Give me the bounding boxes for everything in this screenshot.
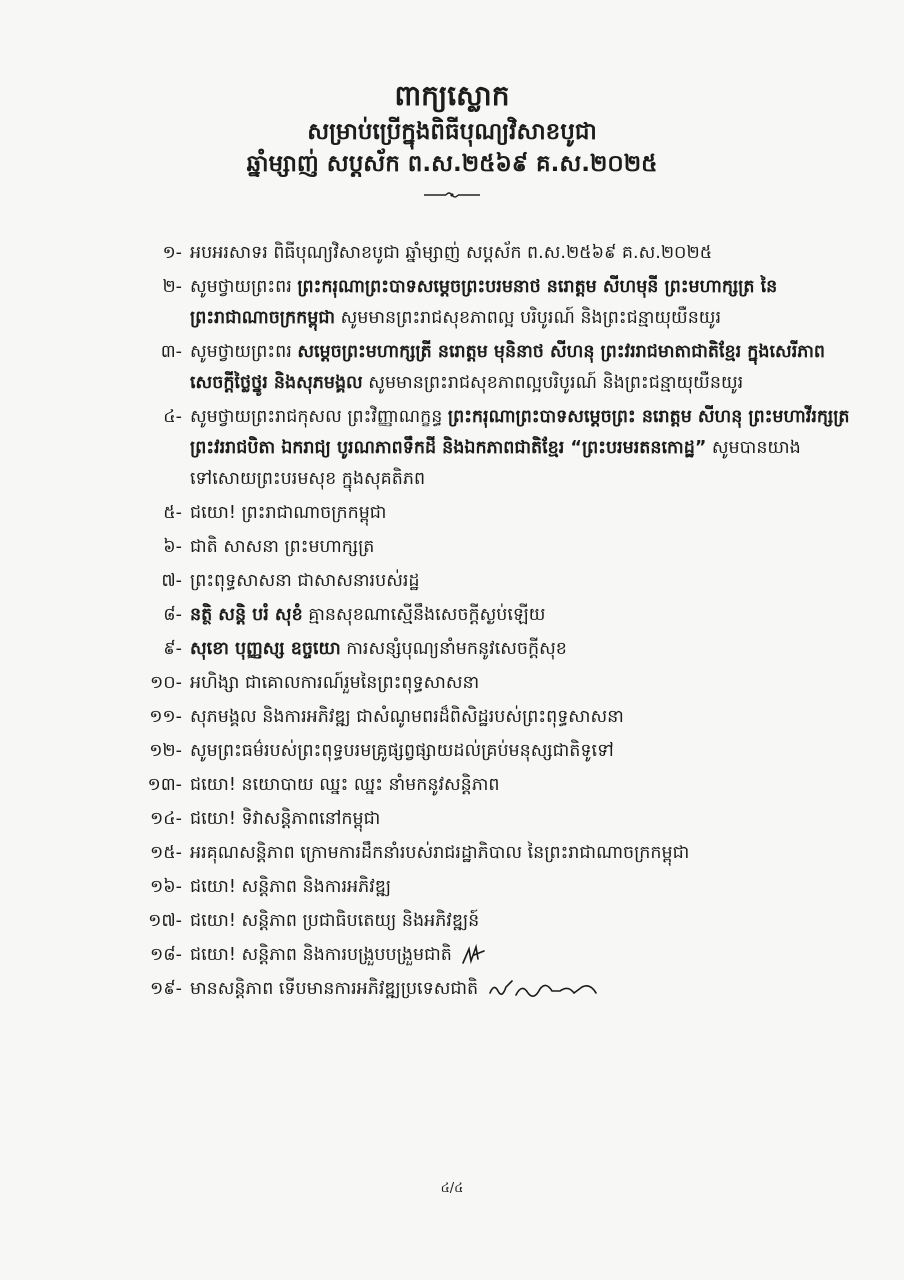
slogan-number: ១៣- [147, 775, 182, 795]
slogan-item [140, 736, 860, 767]
slogan-text [190, 498, 860, 529]
slogan-text-part: ការសន្សំបុណ្យនាំមកនូវសេចក្តីសុខ [340, 639, 567, 659]
slogan-text [190, 736, 860, 767]
slogan-number: ១១- [149, 707, 182, 727]
slogan-item [140, 804, 860, 835]
slogan-text-part: ជយោ! សន្តិភាព ប្រជាធិបតេយ្យ និងអភិវឌ្ឍន៍ [190, 911, 480, 931]
slogan-item [140, 668, 860, 699]
document-subtitle: សម្រាប់ប្រើក្នុងពិធីបុណ្យវិសាខបូជា [307, 119, 597, 145]
slogan-item [140, 337, 860, 399]
slogan-number: ១៨- [150, 945, 182, 965]
slogan-number: ១៦- [150, 877, 182, 897]
slogan-text-part: ជាតិ សាសនា ព្រះមហាក្សត្រ [190, 537, 375, 557]
handwritten-initial-icon [460, 941, 486, 969]
slogan-item [140, 566, 860, 597]
slogan-text-part: ជយោ! ព្រះរាជាណាចក្រកម្ពុជា [190, 503, 387, 523]
page-number: ៤/៤ [440, 1181, 464, 1196]
slogan-number: ២- [162, 277, 182, 297]
slogan-text-bold: នត្ថិ សន្តិ បរំ សុខំ [190, 605, 303, 625]
slogan-item [140, 272, 860, 334]
slogan-text-part: សូមមានព្រះរាជសុខភាពល្អ បរិបូរណ៍ និងព្រះជន្មាយុយឺនយូរ [335, 308, 722, 328]
slogan-number: ១២- [149, 741, 182, 761]
slogan-item [140, 940, 860, 971]
slogan-text [190, 634, 860, 665]
slogan-text-part: គ្មានសុខណាស្មើនឹងសេចក្តីស្ងប់ឡើយ [302, 605, 546, 625]
slogan-text [190, 906, 860, 937]
slogan-number: ៤- [163, 407, 182, 427]
slogan-number: ៩- [163, 639, 182, 659]
slogan-text-part: សូមព្រះធម៌របស់ព្រះពុទ្ធបរមគ្រូផ្សព្វផ្សាយដល់គ្រប់មនុស្សជាតិទូទៅ [190, 741, 614, 761]
slogan-item [140, 238, 860, 269]
slogan-text [190, 238, 860, 269]
slogan-text-part: មានសន្តិភាព ទើបមានការអភិវឌ្ឍប្រទេសជាតិ [190, 979, 479, 999]
slogan-text [190, 702, 860, 733]
slogan-text [190, 838, 860, 869]
ornament-divider-icon [422, 190, 482, 200]
slogan-list [140, 238, 860, 1008]
slogan-item [140, 770, 860, 801]
slogan-text-part: សូមបានយាងទៅសោយព្រះបរមសុខ ក្នុងសុគតិភព [190, 438, 801, 489]
slogan-text-part: ជយោ! នយោបាយ ឈ្នះ ឈ្នះ នាំមកនូវសន្តិភាព [190, 775, 500, 795]
slogan-text [190, 974, 860, 1005]
slogan-text-part: អបអរសាទរ ពិធីបុណ្យវិសាខបូជា ឆ្នាំម្សាញ់ សប្តស័ក ព.ស.២៥៦៩ គ.ស.២០២៥ [190, 243, 713, 263]
slogan-item [140, 634, 860, 665]
slogan-text [190, 532, 860, 563]
slogan-item [140, 402, 860, 495]
document-title: ពាក្យស្លោក [394, 79, 510, 112]
slogan-text-bold: ព្រះករុណាព្រះបាទសម្តេចព្រះ នរោត្តម សីហនុ ព្រះមហាវីរក្សត្រ ព្រះវររាជបិតា ឯករាជ្យ បូរណភាពទឹកដី និងឯកភាពជាតិខ្មែរ “ព្រះបរមរតនកោដ្ឋ” [190, 407, 850, 458]
slogan-text-part: ព្រះពុទ្ធសាសនា ជាសាសនារបស់រដ្ឋ [190, 571, 420, 591]
slogan-text [190, 668, 860, 699]
slogan-text-part: ជយោ! ទិវាសន្តិភាពនៅកម្ពុជា [190, 809, 381, 829]
slogan-text [190, 872, 860, 903]
slogan-text [190, 804, 860, 835]
slogan-text-part: សូមថ្វាយព្រះពរ [190, 277, 298, 297]
slogan-item [140, 974, 860, 1005]
slogan-number: ១៤- [150, 809, 182, 829]
slogan-item [140, 498, 860, 529]
slogan-item [140, 600, 860, 631]
slogan-number: ១- [162, 243, 182, 263]
slogan-number: ៧- [161, 571, 182, 591]
slogan-text [190, 337, 860, 399]
slogan-number: ៣- [160, 342, 182, 362]
slogan-text-part: សូមថ្វាយព្រះរាជកុសល ព្រះវិញ្ញាណក្ខន្ធ [190, 407, 448, 427]
slogan-item [140, 872, 860, 903]
slogan-number: ១៥- [150, 843, 182, 863]
document-year-line: ឆ្នាំម្សាញ់ សប្តស័ក ព.ស.២៥៦៩ គ.ស.២០២៥ [246, 151, 658, 177]
slogan-number: ១៩- [150, 979, 182, 999]
slogan-text [190, 770, 860, 801]
slogan-item [140, 532, 860, 563]
slogan-text-bold: សុខោ បុញ្ញស្ស ឧច្ចយោ [190, 639, 341, 659]
slogan-text-bold: ព្រះករុណាព្រះបាទសម្តេចព្រះបរមនាថ នរោត្តម សីហមុនី ព្រះមហាក្សត្រ នៃព្រះរាជាណាចក្រកម្ពុជា [190, 277, 778, 328]
slogan-text [190, 402, 860, 495]
slogan-number: ៨- [163, 605, 182, 625]
slogan-number: ៥- [163, 503, 182, 523]
slogan-text-part: អហិង្សា ជាគោលការណ៍រួមនៃព្រះពុទ្ធសាសនា [190, 673, 480, 693]
document-header [0, 78, 904, 200]
slogan-text-bold: សម្តេចព្រះមហាក្សត្រី នរោត្តម មុនិនាថ សីហនុ ព្រះវររាជមាតាជាតិខ្មែរ ក្នុងសេរីភាព សេចក្តីថ្លៃថ្នូរ និងសុភមង្គល [190, 342, 826, 393]
slogan-text [190, 940, 860, 971]
slogan-text-part: សូមមានព្រះរាជសុខភាពល្អបរិបូរណ៍ និងព្រះជន្មាយុយឺនយូរ [362, 373, 744, 393]
slogan-text [190, 566, 860, 597]
slogan-number: ១០- [150, 673, 182, 693]
slogan-item [140, 702, 860, 733]
slogan-text-part: ជយោ! សន្តិភាព និងការអភិវឌ្ឍ [190, 877, 392, 897]
slogan-text-part: សុភមង្គល និងការអភិវឌ្ឍ ជាសំណូមពរដ៏ពិសិដ្ឋរបស់ព្រះពុទ្ធសាសនា [190, 707, 624, 727]
slogan-text [190, 272, 860, 334]
slogan-item [140, 838, 860, 869]
slogan-text [190, 600, 860, 631]
slogan-text-part: អរគុណសន្តិភាព ក្រោមការដឹកនាំរបស់រាជរដ្ឋាភិបាល នៃព្រះរាជាណាចក្រកម្ពុជា [190, 843, 690, 863]
slogan-text-part: សូមថ្វាយព្រះពរ [190, 342, 298, 362]
slogan-text-part: ជយោ! សន្តិភាព និងការបង្រួបបង្រួមជាតិ [190, 945, 452, 965]
slogan-number: ១៧- [148, 911, 182, 931]
handwritten-signature-icon [486, 975, 606, 1003]
slogan-number: ៦- [163, 537, 182, 557]
slogan-item [140, 906, 860, 937]
